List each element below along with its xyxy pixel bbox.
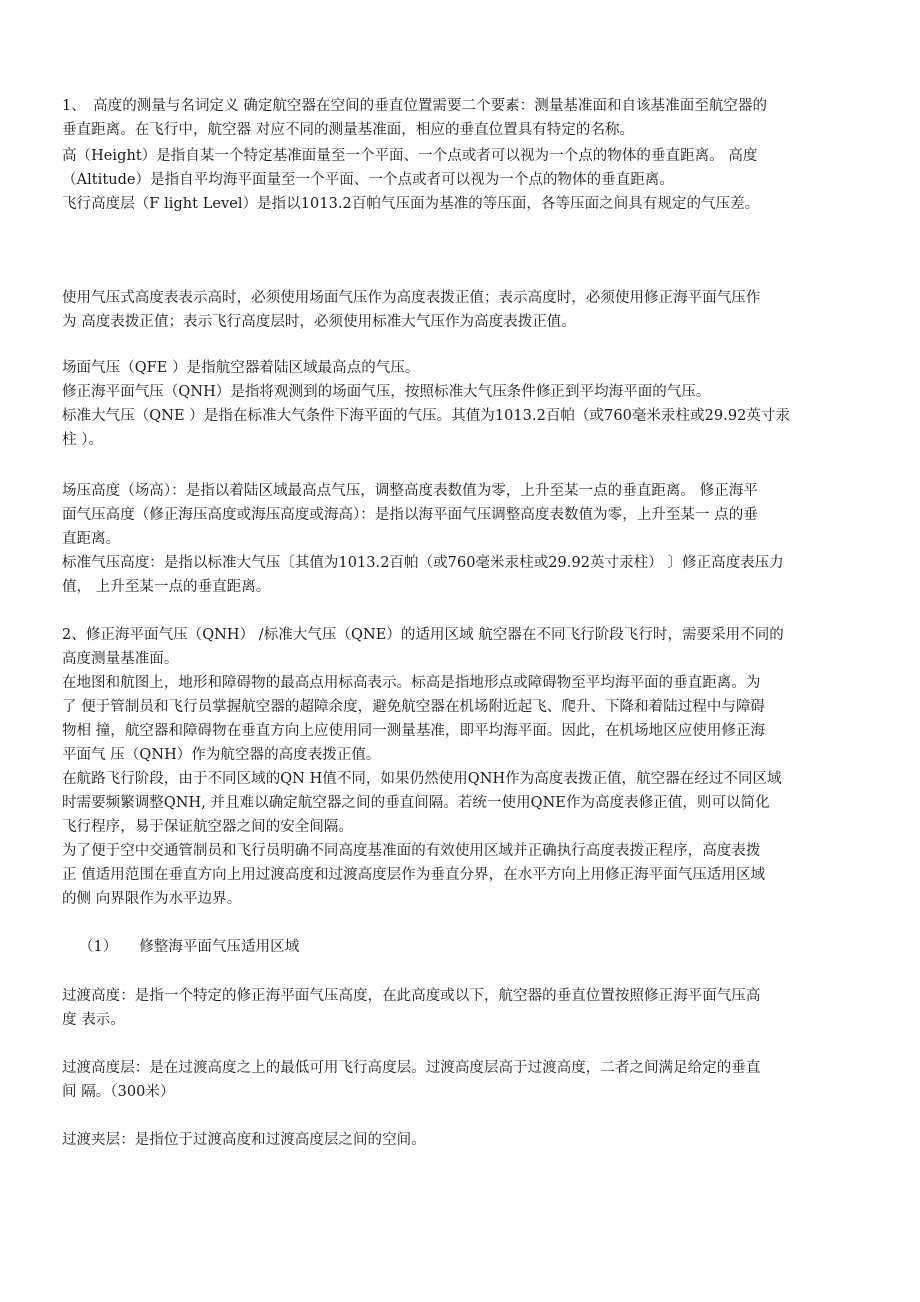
text-line: 时需要频繁调整QNH, 并且难以确定航空器之间的垂直间隔。若统一使用QNE作为高度表修正值，则可以简化	[62, 795, 770, 811]
text-line: 过渡夹层：是指位于过渡高度和过渡高度层之间的空间。	[62, 1132, 426, 1148]
text-line: （Altitude）是指自平均海平面量至一个平面、一个点或者可以视为一个点的物体的垂直距离。	[62, 172, 674, 188]
text-line: 正 值适用范围在垂直方向上用过渡高度和过渡高度层作为垂直分界，在水平方向上用修正海平面气压适用区域	[62, 867, 766, 883]
text-line: 飞行高度层（F light Level）是指以1013.2百帕气压面为基准的等压面，各等压面之间具有规定的气压差。	[62, 196, 760, 212]
text-line: 高（Height）是指自某一个特定基准面量至一个平面、一个点或者可以视为一个点的物体的垂直距离。 高度	[62, 148, 758, 164]
subsection-heading: （1） 修整海平面气压适用区域	[79, 939, 300, 955]
text-line: 物相 撞，航空器和障碍物在垂直方向上应使用同一测量基准，即平均海平面。因此，在机场地区应使用修正海	[62, 723, 766, 739]
text-line: 面气压高度（修正海压高度或海压高度或海高）：是指以海平面气压调整高度表数值为零，上升至某一 点的垂	[62, 507, 758, 523]
text-line: 为 高度表拨正值；表示飞行高度层时，必须使用标准大气压作为高度表拨正值。	[62, 314, 576, 330]
text-line: 直距离。	[62, 531, 121, 547]
text-line: 垂直距离。在飞行中，航空器 对应不同的测量基准面，相应的垂直位置具有特定的名称。	[62, 122, 635, 138]
text-line: 度 表示。	[62, 1012, 125, 1028]
text-line: 间 隔。（300米）	[62, 1084, 175, 1100]
text-line: 在地图和航图上，地形和障碍物的最高点用标高表示。标高是指地形点或障碍物至平均海平面的垂直距离。为	[62, 675, 761, 691]
text-line: 标准大气压（QNE ）是指在标准大气条件下海平面的气压。其值为1013.2百帕（或760毫米汞柱或29.92英寸汞	[62, 408, 791, 424]
text-line: 柱 ）。	[62, 432, 104, 448]
section-heading: 2、修正海平面气压（QNH） /标准大气压（QNE）的适用区域 航空器在不同飞行阶段飞行时，需要采用不同的	[62, 627, 784, 643]
text-line: 场面气压（QFE ）是指航空器着陆区域最高点的气压。	[62, 360, 420, 376]
text-line: 平面气 压（QNH）作为航空器的高度表拨正值。	[62, 747, 381, 763]
text-line: 修正海平面气压（QNH）是指将观测到的场面气压，按照标准大气压条件修正到平均海平面的气压。	[62, 384, 711, 400]
text-line: 了 便于管制员和飞行员掌握航空器的超障余度，避免航空器在机场附近起飞、爬升、下降和着陆过程中与障碍	[62, 699, 766, 715]
text-line: 标准气压高度：是指以标准大气压〔其值为1013.2百帕（或760毫米汞柱或29.92英寸汞柱） 〕修正高度表压力	[62, 555, 784, 571]
text-line: 过渡高度：是指一个特定的修正海平面气压高度，在此高度或以下，航空器的垂直位置按照修正海平面气压高	[62, 988, 761, 1004]
text-line: 高度测量基准面。	[62, 651, 179, 667]
text-line: 的侧 向界限作为水平边界。	[62, 891, 242, 907]
text-line: 场压高度（场高）：是指以着陆区域最高点气压，调整高度表数值为零，上升至某一点的垂直距离。 修正海平	[62, 483, 758, 499]
text-line: 1、 高度的测量与名词定义 确定航空器在空间的垂直位置需要二个要素：测量基准面和自该基准面至航空器的	[62, 98, 768, 114]
text-line: 使用气压式高度表表示高时，必须使用场面气压作为高度表拨正值；表示高度时，必须使用修正海平面气压作	[62, 290, 761, 306]
text-line: 为了便于空中交通管制员和飞行员明确不同高度基准面的有效使用区域并正确执行高度表拨正程序，高度表拨	[62, 843, 761, 859]
text-line: 飞行程序，易于保证航空器之间的安全间隔。	[62, 819, 353, 835]
text-line: 过渡高度层：是在过渡高度之上的最低可用飞行高度层。过渡高度层高于过渡高度，二者之间满足给定的垂直	[62, 1060, 761, 1076]
text-line: 值， 上升至某一点的垂直距离。	[62, 579, 271, 595]
text-line: 在航路飞行阶段，由于不同区域的QN H值不同，如果仍然使用QNH作为高度表拨正值，航空器在经过不同区域	[62, 771, 782, 787]
